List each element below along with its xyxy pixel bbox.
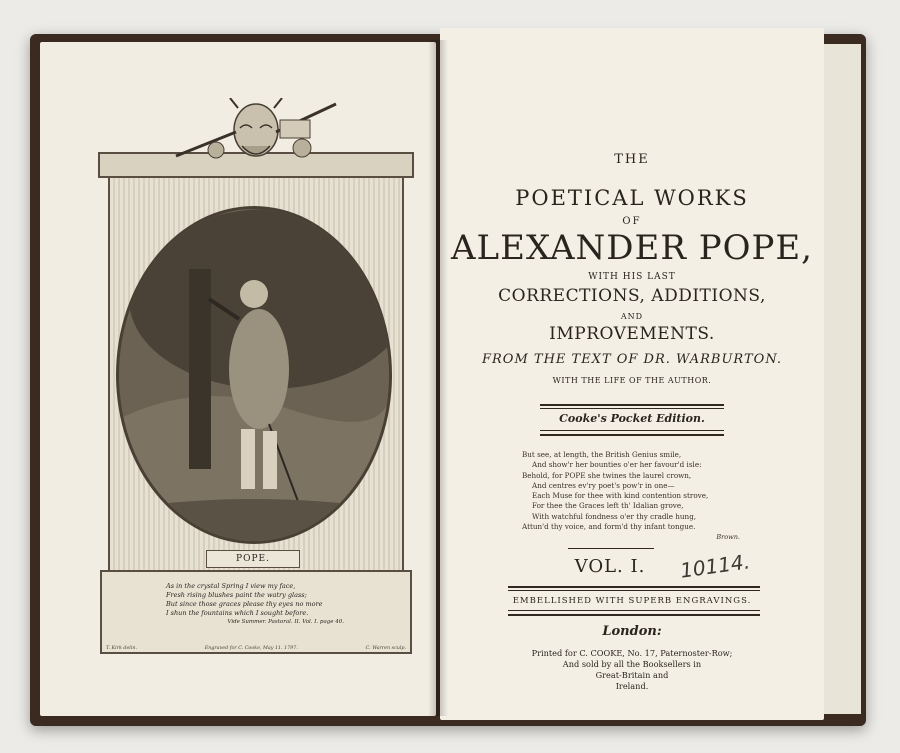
verse-line: Each Muse for thee with kind contention strove, xyxy=(532,491,709,501)
credit-sculptor: C. Warren sculp. xyxy=(365,646,406,651)
embellished-note: EMBELLISHED WITH SUPERB ENGRAVINGS. xyxy=(512,596,752,606)
subtitle-from-text: FROM THE TEXT OF DR. WARBURTON. xyxy=(481,352,782,367)
edition-rule-top xyxy=(540,404,724,406)
credit-delineator: T. Kirk delin. xyxy=(106,646,137,651)
imprint-line: And sold by all the Booksellers in xyxy=(562,659,702,669)
embellished-rule-bottom-thin xyxy=(508,610,760,611)
imprint-printer xyxy=(440,648,824,692)
verse-citation: Vide Summer. Pastoral. II. Vol. I. page 40. xyxy=(227,619,344,625)
title-the: THE xyxy=(614,152,650,167)
embellished-rule-top-thin xyxy=(508,590,760,591)
volume-rule xyxy=(568,548,654,549)
edition-rule-bottom-thin xyxy=(540,430,724,431)
verse-author: Brown. xyxy=(716,533,740,542)
portrait-oval-landscape xyxy=(116,206,392,544)
verse-line: And show'r her bounties o'er her favour'd isle: xyxy=(532,460,702,470)
subtitle-with-life: WITH THE LIFE OF THE AUTHOR. xyxy=(552,376,712,385)
verse-line: Behold, for POPE she twines the laurel crown, xyxy=(522,470,692,480)
subtitle-improvements: IMPROVEMENTS. xyxy=(549,324,715,344)
title-page xyxy=(440,28,824,720)
title-poetical-works: POETICAL WORKS xyxy=(515,186,749,210)
edition-name: Cooke's Pocket Edition. xyxy=(559,412,705,425)
title-verse xyxy=(522,450,740,543)
title-author: ALEXANDER POPE, xyxy=(451,228,813,268)
verse-line: But since those graces please thy eyes no more xyxy=(166,600,323,608)
satyr-mask-ornament xyxy=(156,98,356,168)
verse-line: Fresh rising blushes paint the watry glass; xyxy=(166,591,307,599)
embellished-rule-bottom xyxy=(508,614,760,616)
engraving-credits xyxy=(106,646,406,651)
plate-base xyxy=(100,570,412,654)
edition-rule-top-thin xyxy=(540,408,724,409)
verse-line: As in the crystal Spring I view my face, xyxy=(166,582,296,590)
verse-line: And centres ev'ry poet's pow'r in one— xyxy=(532,480,675,490)
edition-rule-bottom xyxy=(540,434,724,436)
subtitle-with-last: WITH HIS LAST xyxy=(588,272,676,282)
verse-line: With watchful fondness o'er thy cradle hung, xyxy=(532,511,697,521)
imprint-line: Great-Britain and xyxy=(595,670,669,680)
verse-line: Attun'd thy voice, and form'd thy infant tongue. xyxy=(522,522,696,532)
imprint-line: Printed for C. COOKE, No. 17, Paternoster-Row; xyxy=(531,648,733,658)
verse-line: I shun the fountains which I sought before. xyxy=(166,609,309,617)
verse-line: But see, at length, the British Genius smile, xyxy=(522,450,682,459)
handwritten-inventory-number: 10114. xyxy=(678,549,752,583)
subtitle-corrections: CORRECTIONS, ADDITIONS, xyxy=(498,286,766,306)
title-of: OF xyxy=(622,216,642,227)
imprint-city: London: xyxy=(602,624,662,639)
subtitle-and: AND xyxy=(620,312,644,321)
frontispiece-plate xyxy=(98,98,410,658)
portrait-caption: POPE. xyxy=(206,550,300,568)
spine-gutter xyxy=(428,40,448,716)
frontispiece-verse xyxy=(166,582,344,627)
embellished-rule-top xyxy=(508,586,760,588)
volume-number: VOL. I. xyxy=(574,556,646,577)
verse-line: For thee the Graces left th' Idalian grove, xyxy=(532,501,684,511)
credit-engraved-for: Engraved for C. Cooke, May 11. 1797. xyxy=(204,646,298,651)
imprint-line: Ireland. xyxy=(615,681,649,691)
